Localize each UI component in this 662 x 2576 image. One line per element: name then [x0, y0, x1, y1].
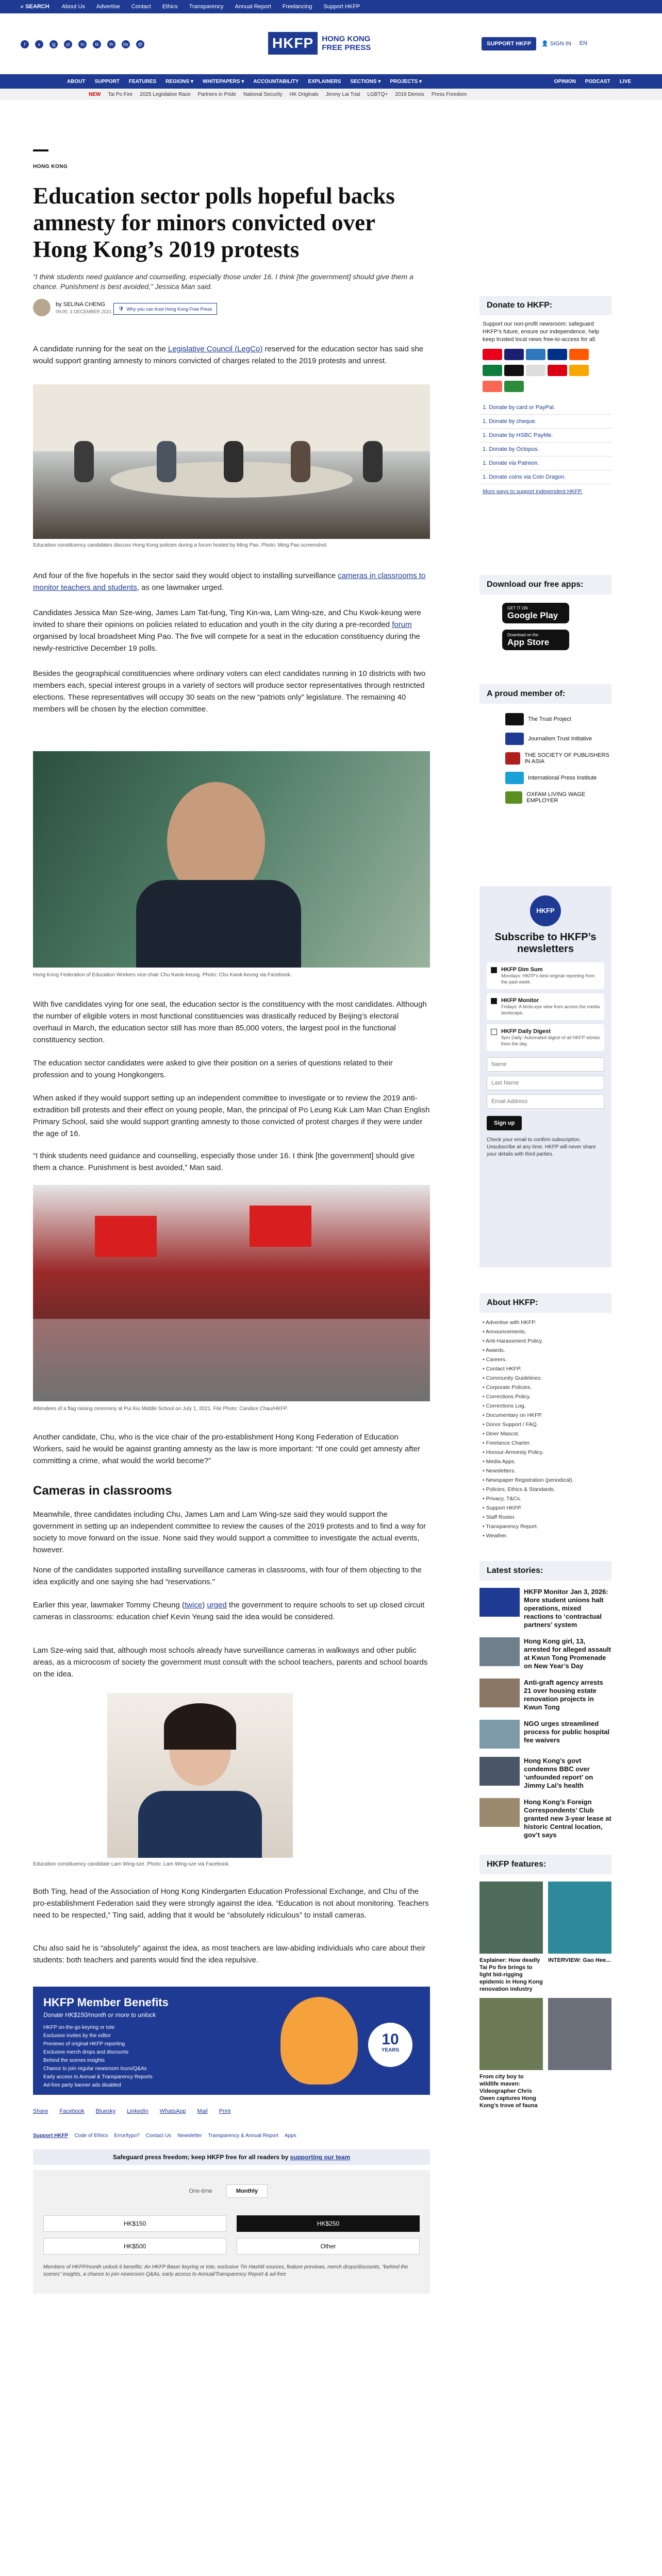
threads-icon[interactable]: th: [107, 40, 115, 48]
tag-link[interactable]: Code of Ethics: [74, 2133, 108, 2139]
topbar-link-advertise[interactable]: Advertise: [96, 4, 120, 10]
donate-option[interactable]: 1. Donate via Patreon.: [479, 456, 611, 470]
about-link[interactable]: • Newspaper Registration (periodical).: [483, 1477, 574, 1483]
author-avatar: [33, 299, 51, 316]
oxfam-logo[interactable]: OXFAM LIVING WAGE EMPLOYER: [505, 791, 611, 804]
about-link[interactable]: • Donor Support / FAQ.: [483, 1421, 538, 1428]
amount-500[interactable]: HK$500: [43, 2238, 226, 2255]
bluesky-icon[interactable]: bs: [122, 40, 130, 48]
trending-item[interactable]: Partners in Pride: [197, 91, 237, 97]
google-play-button[interactable]: GET IT ON Google Play: [502, 603, 569, 623]
promo-benefit: HKFP on-the-go keyring or tote: [43, 2025, 115, 2030]
nav-projects[interactable]: PROJECTS ▾: [390, 78, 422, 84]
about-link[interactable]: • Corrections Policy.: [483, 1394, 531, 1400]
checkbox-unchecked-icon[interactable]: [491, 1029, 497, 1035]
linkedin-icon[interactable]: in: [78, 40, 87, 48]
forum-photo: [33, 384, 430, 539]
share-facebook[interactable]: Facebook: [59, 2108, 85, 2114]
about-heading: About HKFP:: [479, 1293, 611, 1313]
facebook-icon[interactable]: f: [21, 40, 29, 48]
header-right: [541, 40, 587, 47]
latest-story[interactable]: Anti-graft agency arrests 21 over housing estate renovation projects in Kwun Tong: [479, 1679, 611, 1711]
about-link[interactable]: • Policies, Ethics & Standards.: [483, 1486, 555, 1493]
flag-ceremony-photo: [33, 1185, 430, 1401]
unionpay-icon: [483, 365, 502, 376]
newsletter-title: Subscribe to HKFP’s newsletters: [494, 931, 597, 955]
donate-option[interactable]: 1. Donate by HSBC PayMe.: [479, 429, 611, 443]
byline: [33, 299, 112, 316]
trust-badge-button[interactable]: 🛡 Why you can trust Hong Kong Free Press: [113, 303, 217, 315]
share-bar: [33, 2108, 230, 2114]
about-link[interactable]: • Anti-Harassment Policy.: [483, 1338, 543, 1344]
nav-regions[interactable]: REGIONS ▾: [166, 78, 193, 84]
about-link[interactable]: • Privacy, T&Cs.: [483, 1496, 522, 1502]
mascot-illustration: [280, 1997, 358, 2084]
donate-text: Support our non-profit newsroom: safeguard HKFP’s future, ensure our independence, help keep trusted local news free-to-access for all.: [483, 321, 600, 343]
newsletter-option-monitor[interactable]: HKFP Monitor Fridays: A birds-eye view from across the media landscape.: [487, 993, 604, 1020]
about-link[interactable]: • Corporate Policies.: [483, 1384, 532, 1391]
donate-more-link[interactable]: More ways to support independent HKFP.: [483, 488, 583, 495]
tag-support[interactable]: Support HKFP: [33, 2133, 69, 2139]
member-logos: [479, 704, 611, 804]
nav-explainers[interactable]: EXPLAINERS: [308, 78, 341, 84]
tiktok-icon[interactable]: tk: [93, 40, 101, 48]
newsletter-option-digest[interactable]: HKFP Daily Digest 9pm Daily: Automated digest of all HKFP stories from the day.: [487, 1024, 604, 1051]
share-mail[interactable]: Mail: [197, 2108, 208, 2114]
urged-link[interactable]: urged: [207, 1601, 227, 1609]
social-icons: [21, 40, 144, 48]
caption-4: Education constituency candidate Lam Wing-sze. Photo: Lam Wing-sze via Facebook.: [33, 1861, 230, 1867]
about-link[interactable]: • Awards.: [483, 1347, 505, 1353]
promo-subtitle: Donate HK$150/month or more to unlock: [43, 2011, 156, 2019]
trending-item[interactable]: 2025 Legislative Race: [140, 91, 191, 97]
story-thumbnail: [479, 1757, 520, 1786]
article-category[interactable]: HONG KONG: [33, 164, 68, 170]
paragraph-3: Candidates Jessica Man Sze-wing, James Lam Tat-fung, Ting Kin-wa, Lam Wing-sze, and Chu Kwok-keung were invited to share their opinions on policies related to education and youth in the city during a pre-recorded forum organised by local broadsheet Ming Pao. The five will compete for a seat in the education constituency during the newly-restrictive December 19 polls.: [33, 608, 421, 653]
email-icon[interactable]: @: [136, 40, 144, 48]
latest-heading: Latest stories:: [479, 1561, 611, 1581]
newsletter-widget: [479, 886, 611, 1267]
top-bar: [0, 0, 662, 13]
sopa-logo[interactable]: THE SOCIETY OF PUBLISHERS IN ASIA: [505, 752, 611, 765]
promo-benefit: Behind the scenes insights: [43, 2058, 105, 2063]
footer-tags: [33, 2133, 296, 2139]
promo-title: HKFP Member Benefits: [43, 1996, 169, 2009]
visa-icon: [504, 349, 524, 360]
paragraph-12: Earlier this year, lawmaker Tommy Cheung (twice) urged the government to require schools to set up closed circuit cameras in classrooms: education chief Kevin Yeung said the idea would be considered.: [33, 1601, 425, 1621]
feature-thumbnail: [479, 1882, 543, 1954]
email-input[interactable]: Email Address: [487, 1094, 604, 1109]
nav-support[interactable]: SUPPORT: [94, 78, 120, 84]
tag-link[interactable]: Contact Us: [145, 2133, 172, 2139]
donate-form: [33, 2170, 430, 2294]
checkbox-checked-icon[interactable]: [491, 998, 497, 1004]
share-print[interactable]: Print: [219, 2108, 231, 2114]
paragraph-15: Chu also said he is “absolutely” against the idea, as most teachers are law-abiding individuals who care about their students: both teachers and parents would find the idea repulsive.: [33, 1944, 426, 1964]
about-link[interactable]: • Freelance Charter.: [483, 1440, 531, 1446]
about-link[interactable]: • Transparency Report.: [483, 1523, 538, 1530]
about-link[interactable]: • Announcements.: [483, 1329, 526, 1335]
site-logo[interactable]: [268, 32, 371, 55]
features-widget: [479, 1855, 611, 2109]
paragraph-14: Both Ting, head of the Association of Hong Kong Kindergarten Education Professional Exchange, and Chu of the pro-establishment Federation said they were strongly against the idea. “Education is not about monitoring. Teachers need to be respected,” Ting said, adding that it would be “absolutely ridiculous” to install cameras.: [33, 1887, 429, 1920]
latest-story[interactable]: Hong Kong’s Foreign Correspondents’ Club granted new 3-year lease at historic Central location, gov’t says: [479, 1798, 611, 1839]
signin-link[interactable]: 👤 SIGN IN: [541, 41, 571, 47]
promo-benefits-list: [43, 2024, 250, 2090]
nav-whitepapers[interactable]: WHITEPAPERS ▾: [202, 78, 244, 84]
trust-project-logo[interactable]: The Trust Project: [505, 713, 611, 725]
donate-bar: Safeguard press freedom; keep HKFP free for all readers by supporting our team: [33, 2149, 430, 2165]
author-name[interactable]: by SELINA CHENG: [56, 301, 105, 308]
donate-option[interactable]: 1. Donate by cheque.: [479, 415, 611, 429]
latest-stories-widget: [479, 1561, 611, 1848]
story-thumbnail: [479, 1720, 520, 1749]
share-linkedin[interactable]: LinkedIn: [127, 2108, 148, 2114]
story-thumbnail: [479, 1679, 520, 1707]
topbar-link-freelancing[interactable]: Freelancing: [282, 4, 312, 10]
paragraph-8: “I think students need guidance and counselling, especially those under 16. I think [the government] should give them a chance. Punishment is best avoided,” Man said.: [33, 1151, 415, 1172]
topbar-link-contact[interactable]: Contact: [131, 4, 151, 10]
ipi-logo[interactable]: International Press Institute: [505, 772, 611, 784]
topbar-link-about[interactable]: About Us: [61, 4, 85, 10]
new-badge: NEW: [89, 91, 101, 97]
lam-wing-sze-photo: [107, 1693, 293, 1858]
donate-option[interactable]: 1. Donate by Octopus.: [479, 443, 611, 456]
main-nav: [0, 74, 662, 89]
promo-benefit: Chance to join regular newsroom tours/Q&As: [43, 2066, 147, 2072]
about-widget: [479, 1293, 611, 1546]
feature-card[interactable]: [548, 1998, 611, 2109]
tag-link[interactable]: Newsletter: [177, 2133, 202, 2139]
donate-heading: Donate to HKFP:: [479, 296, 611, 315]
youtube-icon[interactable]: yt: [64, 40, 72, 48]
topbar-link-annual-report[interactable]: Annual Report: [235, 4, 271, 10]
feature-thumbnail: [548, 1882, 611, 1954]
x-icon[interactable]: x: [35, 40, 43, 48]
promo-benefit: Previews of original HKFP reporting: [43, 2041, 125, 2047]
nav-features[interactable]: FEATURES: [128, 78, 157, 84]
about-link[interactable]: • Corrections Log.: [483, 1403, 526, 1409]
caption-3: Attendees of a flag raising ceremony at Pui Kiu Middle School on July 1, 2021. File Photo: Candice Chau/HKFP.: [33, 1406, 288, 1412]
about-link[interactable]: • Careers.: [483, 1357, 507, 1363]
forum-link[interactable]: forum: [392, 620, 412, 629]
about-link[interactable]: • Staff Roster.: [483, 1514, 516, 1520]
donate-bar-link[interactable]: supporting our team: [290, 2154, 351, 2161]
payme-icon: [548, 365, 567, 376]
jti-logo[interactable]: Journalism Trust Initiative: [505, 733, 611, 745]
newsletter-option-dimsum[interactable]: HKFP Dim Sum Mondays: HKFP’s best original reporting from the past week.: [487, 962, 604, 989]
name-input[interactable]: Name: [487, 1057, 604, 1072]
about-link[interactable]: • Media Apps.: [483, 1459, 516, 1465]
section-rule: [33, 149, 48, 151]
latest-story[interactable]: HKFP Monitor Jan 3, 2026: More student unions halt operations, mixed reactions to ‘contractual partners’ system: [479, 1588, 611, 1629]
paragraph-9: Another candidate, Chu, who is the vice chair of the pro-establishment Hong Kong Federation of Education Workers, said he would be against granting amnesty as the law is more important: “If one could get amnesty after committing a crime, what would the world become?”: [33, 1433, 420, 1465]
promo-benefit: Ad-free party banner ads disabled: [43, 2082, 121, 2088]
nav-about[interactable]: ABOUT: [67, 78, 86, 84]
support-hkfp-button[interactable]: SUPPORT HKFP: [482, 37, 536, 50]
nav-accountability[interactable]: ACCOUNTABILITY: [253, 78, 299, 84]
payment-icons: [479, 349, 611, 397]
feature-thumbnail: [548, 1998, 611, 2070]
feature-card[interactable]: From city boy to wildlife maven: Videographer Chris Owen captures Hong Kong’s trove of fauna: [479, 1998, 543, 2109]
donate-option[interactable]: 1. Donate by card or PayPal.: [479, 401, 611, 415]
logo-box: HKFP: [268, 32, 318, 55]
nav-opinion[interactable]: OPINION: [554, 78, 576, 84]
latest-story[interactable]: Hong Kong girl, 13, arrested for alleged assault at Kwun Tong Promenade on New Year’s Day: [479, 1637, 611, 1670]
share-whatsapp[interactable]: WhatsApp: [159, 2108, 186, 2114]
hkfp-badge: HKFP: [530, 895, 561, 926]
trending-item[interactable]: HK Originals: [289, 91, 319, 97]
trending-item[interactable]: Tai Po Fire: [108, 91, 133, 97]
proud-heading: A proud member of:: [479, 684, 611, 704]
paragraph-2: And four of the five hopefuls in the sector said they would object to installing surveillance cameras in classrooms to monitor teachers and students, as one lawmaker urged.: [33, 571, 426, 592]
paragraph-5: With five candidates vying for one seat, the education sector is the constituency with the most candidates. Although the number of eligible voters in most functional constituencies was drastically reduced by Beijing’s electoral overhaul in March, the education sector still has more than 85,000 voters, the largest pool in the functional constituency section.: [33, 1000, 427, 1044]
story-thumbnail: [479, 1798, 520, 1827]
donate-options: [479, 401, 611, 484]
apps-heading: Download our free apps:: [479, 575, 611, 595]
caption-2: Hong Kong Federation of Education Workers vice-chair Chu Kwok-keung. Photo: Chu Kwok-keung via Facebook.: [33, 972, 292, 978]
donate-widget: [479, 296, 611, 499]
tab-monthly[interactable]: Monthly: [226, 2184, 268, 2198]
twice-link[interactable]: twice: [185, 1601, 203, 1609]
topbar-link-ethics[interactable]: Ethics: [162, 4, 178, 10]
promo-benefit: Exclusive merch drops and discounts: [43, 2049, 129, 2055]
trending-item[interactable]: LGBTQ+: [367, 91, 388, 97]
trending-item[interactable]: Press Freedom: [431, 91, 467, 97]
trending-item[interactable]: 2019 Demos: [395, 91, 424, 97]
article-deck: “I think students need guidance and counselling, especially those under 16. I think [the government] should give them a chance. Punishment is best avoided,” Jessica Man said.: [33, 273, 413, 291]
about-link[interactable]: • Newsletters.: [483, 1468, 516, 1474]
paragraph-10: Meanwhile, three candidates including Chu, James Lam and Lam Wing-sze said they would support the government in setting up an independent committee to review the causes of the 2019 protests and to find a way for society to move forward on the issue. None said they would support a committee to investigate the actual events, however.: [33, 1510, 426, 1554]
paragraph-7: When asked if they would support setting up an independent committee to investigate or to review the 2019 anti-extradition bill protests and their effect on young people, Man, the principal of Po Leung Kuk Lam Man Chan English Primary School, said she would support granting amnesty to those convicted of protest charges if they were under the age of 16.: [33, 1094, 430, 1138]
paypal-icon: [548, 349, 567, 360]
paragraph-1: A candidate running for the seat on the Legislative Council (LegCo) reserved for the education sector has said she would support granting amnesty to minors convicted of charges related to the 2019 protests and unrest.: [33, 345, 424, 365]
tag-link[interactable]: Error/typo?: [114, 2133, 140, 2139]
about-link[interactable]: • Documentary on HKFP.: [483, 1412, 543, 1418]
language-selector[interactable]: EN: [579, 40, 587, 46]
publish-date: 09:00, 3 DECEMBER 2021: [56, 309, 112, 314]
nav-podcast[interactable]: PODCAST: [585, 78, 610, 84]
paragraph-6: The education sector candidates were asked to give their position on a series of questions related to their profession and to young Hongkongers.: [33, 1059, 393, 1079]
discover-icon: [569, 349, 589, 360]
feature-thumbnail: [479, 1998, 543, 2070]
cameras-link[interactable]: cameras in classrooms to monitor teachers and students: [33, 571, 426, 592]
latest-story[interactable]: NGO urges streamlined process for public hospital fee waivers: [479, 1720, 611, 1749]
legco-link[interactable]: Legislative Council (LegCo): [168, 345, 263, 353]
about-link[interactable]: • Advertise with HKFP.: [483, 1319, 536, 1326]
about-link[interactable]: • Weather.: [483, 1533, 508, 1539]
nav-right: [554, 79, 631, 84]
story-thumbnail: [479, 1588, 520, 1617]
donate-note: Members of HKFP/month unlock 6 benefits: An HKFP Baser keyring or tote, exclusive Tin Hashtli sources, feature previews, merch drops/discounts, “behind the scenes” insights, a chance to join newsroom Q&As, early access to Annual/Transparency Report & ad-free: [43, 2264, 408, 2277]
logo-text: HONG KONG FREE PRESS: [322, 35, 371, 52]
promo-benefit: Exclusive invites by the editor: [43, 2033, 111, 2039]
topbar-link-support[interactable]: Support HKFP: [323, 4, 360, 10]
newsletter-fineprint: Check your email to confirm subscription. Unsubscribe at any time. HKFP will never share your details with third parties.: [487, 1137, 596, 1157]
app-store-button[interactable]: Download on the App Store: [502, 630, 569, 650]
last-name-input[interactable]: Last Name: [487, 1076, 604, 1090]
tag-link[interactable]: Apps: [284, 2133, 296, 2139]
section-heading: Cameras in classrooms: [33, 1484, 172, 1498]
amount-other[interactable]: Other: [237, 2238, 420, 2255]
nav-sections[interactable]: SECTIONS ▾: [350, 78, 381, 84]
octopus-icon: [569, 365, 589, 376]
about-link[interactable]: • Support HKFP.: [483, 1505, 522, 1511]
share-label[interactable]: Share: [33, 2108, 48, 2114]
latest-story[interactable]: Hong Kong’s govt condemns BBC over ‘unfounded report’ on Jimmy Lai’s health: [479, 1757, 611, 1790]
share-bluesky[interactable]: Bluesky: [95, 2108, 116, 2114]
anniversary-badge: 10 YEARS: [368, 2023, 412, 2067]
promo-benefit: Early access to Annual & Transparency Reports: [43, 2074, 153, 2080]
paragraph-13: Lam Sze-wing said that, although most schools already have surveillance cameras in walkways and other public areas, as a microcosm of society the government must consult with the school teachers, parents and school boards on the idea.: [33, 1646, 428, 1679]
tab-one-time[interactable]: One-time: [189, 2188, 212, 2194]
feature-card[interactable]: INTERVIEW: Gao Hee...: [548, 1882, 611, 1993]
trending-bar: [0, 89, 662, 100]
donate-option[interactable]: 1. Donate coins via Coin Dragon.: [479, 470, 611, 484]
applepay-icon: [504, 365, 524, 376]
fps-icon: [504, 381, 524, 392]
about-list: [479, 1313, 611, 1546]
about-link[interactable]: • Diner Mascot.: [483, 1431, 520, 1437]
instagram-icon[interactable]: ig: [49, 40, 58, 48]
topbar-link-transparency[interactable]: Transparency: [189, 4, 224, 10]
article-title: Education sector polls hopeful backs amnesty for minors convicted over Hong Kong’s 2019 protests: [33, 183, 395, 262]
checkbox-checked-icon[interactable]: [491, 967, 497, 973]
about-link[interactable]: • Honour-Amnesty Policy.: [483, 1449, 544, 1455]
nav-live[interactable]: LIVE: [619, 78, 631, 84]
amex-icon: [526, 349, 545, 360]
tag-link[interactable]: Transparency & Annual Report: [208, 2133, 278, 2139]
trending-item[interactable]: National Security: [243, 91, 283, 97]
shield-icon: 🛡: [118, 306, 124, 311]
about-link[interactable]: • Contact HKFP.: [483, 1366, 522, 1372]
story-thumbnail: [479, 1637, 520, 1666]
search-link[interactable]: ⌕ SEARCH: [21, 3, 49, 10]
paragraph-4: Besides the geographical constituencies where ordinary voters can elect candidates running in 10 districts with two members each, special interest groups in a variety of sectors will produce sector representatives through restricted elections. These representatives will occupy 30 seats on the new “patriots only” legislature. The remaining 40 members will be chosen by the election committee.: [33, 669, 426, 714]
trending-item[interactable]: Jimmy Lai Trial: [325, 91, 360, 97]
amount-250[interactable]: HK$250: [237, 2215, 420, 2232]
apps-widget: [479, 575, 611, 650]
feature-card[interactable]: Explainer: How deadly Tai Po fire brings to light bid-rigging epidemic in Hong Kong renovation industry: [479, 1882, 543, 1993]
about-link[interactable]: • Community Guidelines.: [483, 1375, 542, 1381]
chu-kwok-keung-photo: [33, 751, 430, 968]
patreon-icon: [483, 381, 502, 392]
paragraph-11: None of the candidates supported installing surveillance cameras in classrooms, with four of them objecting to the idea explicitly and one saying she had “reservations.”: [33, 1566, 422, 1586]
caption-1: Education constituency candidates discuss Hong Kong policies during a forum hosted by Ming Pao. Photo: Ming Pao screenshot.: [33, 543, 328, 548]
features-heading: HKFP features:: [479, 1855, 611, 1874]
googlepay-icon: [526, 365, 545, 376]
amount-150[interactable]: HK$150: [43, 2215, 226, 2232]
mastercard-icon: [483, 349, 502, 360]
proud-member-widget: [479, 684, 611, 811]
member-benefits-banner[interactable]: [33, 1987, 430, 2095]
signup-button[interactable]: Sign up: [487, 1116, 522, 1130]
